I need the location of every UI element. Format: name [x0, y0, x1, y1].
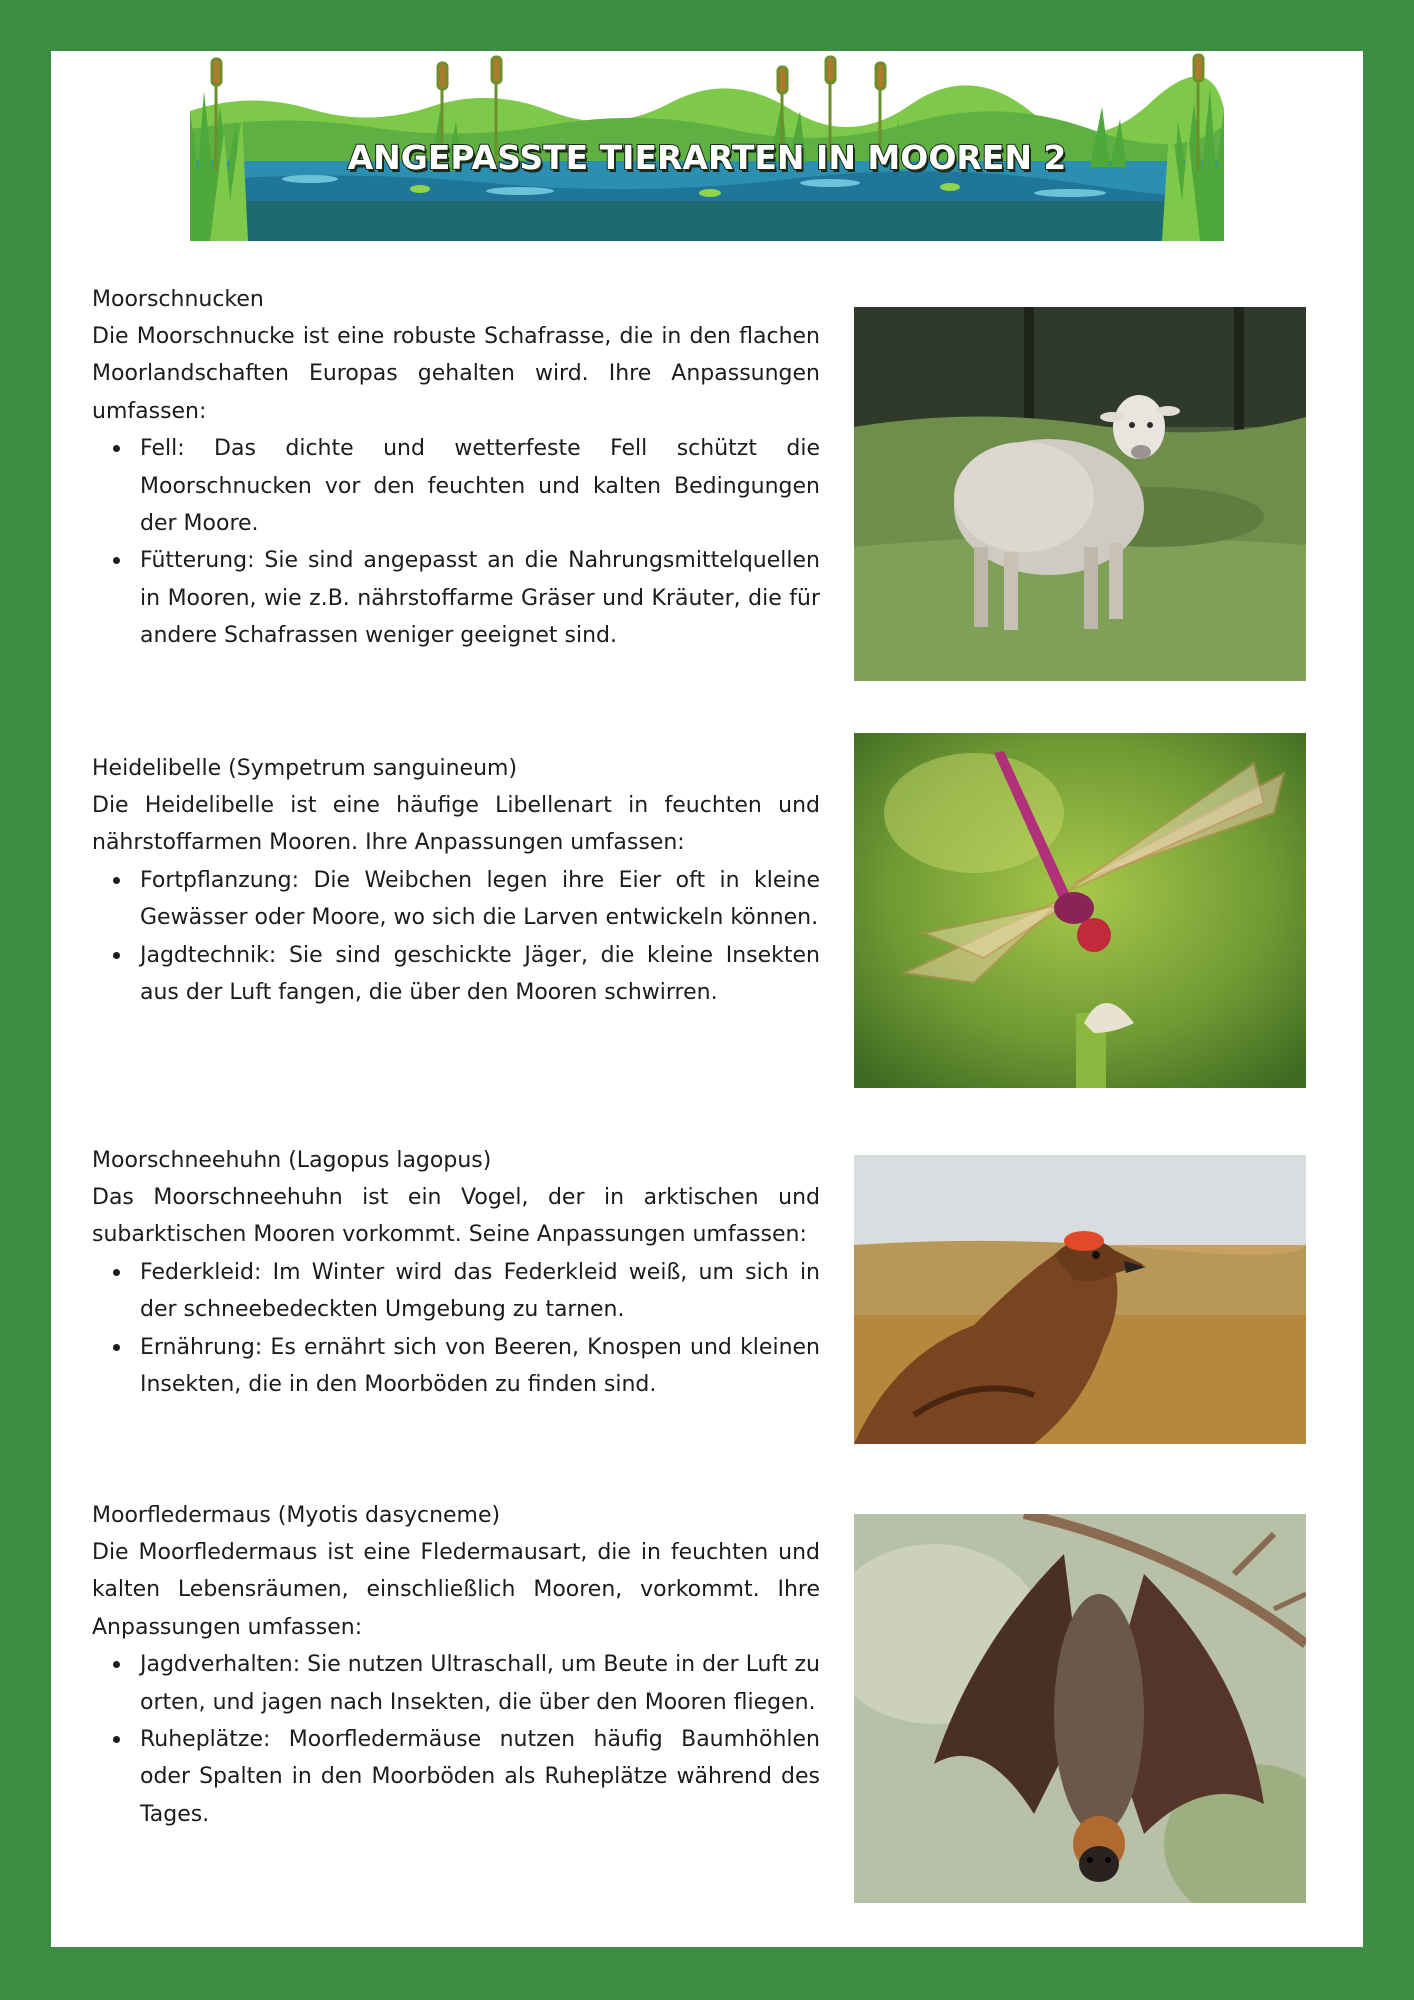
list-item-text: Jagdtechnik: Sie sind geschickte Jäger, die kleine Insekten aus der Luft fangen, die über den Mooren schwirren. [140, 942, 820, 1006]
section-intro: Die Moorschnucke ist eine robuste Schafrasse, die in den flachen Moorlandschaften Europas gehalten wird. Ihre Anpassungen umfassen: [92, 324, 820, 424]
bullet-icon [113, 1661, 120, 1668]
section-text [92, 750, 820, 1011]
list-item-text: Federkleid: Im Winter wird das Federkleid weiß, um sich in der schneebedeckten Umgebung zu tarnen. [140, 1259, 820, 1323]
sheep-photo [854, 307, 1306, 681]
title-banner [190, 51, 1224, 241]
list-item-text: Fell: Das dichte und wetterfeste Fell schützt die Moorschnucken vor den feuchten und kalten Bedingungen der Moore. [140, 436, 820, 537]
list-item [140, 1254, 820, 1329]
list-item-text: Fortpflanzung: Die Weibchen legen ihre Eier oft in kleine Gewässer oder Moore, wo sich die Larven entwickeln können. [140, 867, 820, 931]
bullet-icon [113, 1736, 120, 1743]
bullet-icon [113, 877, 120, 884]
adaptation-list [92, 1646, 820, 1833]
adaptation-list [92, 862, 820, 1012]
list-item-text: Ernährung: Es ernährt sich von Beeren, Knospen und kleinen Insekten, die in den Moorböden zu finden sind. [140, 1334, 820, 1398]
list-item [140, 862, 820, 937]
dragonfly-photo [854, 733, 1306, 1088]
list-item [140, 542, 820, 654]
bullet-icon [113, 445, 120, 452]
list-item-text: Jagdverhalten: Sie nutzen Ultraschall, um Beute in der Luft zu orten, und jagen nach Insekten, die über den Mooren fliegen. [140, 1652, 820, 1715]
section-heading: Moorschnucken [92, 287, 264, 312]
section-intro: Das Moorschneehuhn ist ein Vogel, der in arktischen und subarktischen Mooren vorkommt. Seine Anpassungen umfassen: [92, 1185, 820, 1248]
list-item [140, 1329, 820, 1404]
list-item [140, 430, 820, 542]
section-text [92, 281, 820, 655]
adaptation-list [92, 1254, 820, 1404]
section-intro: Die Moorfledermaus ist eine Fledermausart, die in feuchten und kalten Lebensräumen, einschließlich Mooren, vorkommt. Ihre Anpassungen umfassen: [92, 1540, 820, 1640]
section-text [92, 1497, 820, 1833]
bullet-icon [113, 1269, 120, 1276]
worksheet-page [51, 51, 1363, 1947]
page-title: ANGEPASSTE TIERARTEN IN MOOREN 2 [347, 138, 1067, 177]
bullet-icon [113, 557, 120, 564]
grouse-photo [854, 1155, 1306, 1444]
bat-photo [854, 1514, 1306, 1903]
section-intro: Die Heidelibelle ist eine häufige Libellenart in feuchten und nährstoffarmen Mooren. Ihre Anpassungen umfassen: [92, 793, 820, 856]
list-item [140, 1646, 820, 1721]
section-heading: Moorschneehuhn (Lagopus lagopus) [92, 1148, 492, 1173]
adaptation-list [92, 430, 820, 654]
list-item [140, 1721, 820, 1833]
list-item-text: Ruheplätze: Moorfledermäuse nutzen häufig Baumhöhlen oder Spalten in den Moorböden als Ruheplätze während des Tages. [140, 1727, 820, 1827]
section-text [92, 1142, 820, 1403]
bullet-icon [113, 952, 120, 959]
section-heading: Moorfledermaus (Myotis dasycneme) [92, 1503, 501, 1528]
list-item-text: Fütterung: Sie sind angepasst an die Nahrungsmittelquellen in Mooren, wie z.B. nährstoffarme Gräser und Kräuter, die für andere Schafrassen weniger geeignet sind. [140, 548, 820, 649]
section-heading: Heidelibelle (Sympetrum sanguineum) [92, 756, 518, 781]
list-item [140, 937, 820, 1012]
bullet-icon [113, 1344, 120, 1351]
